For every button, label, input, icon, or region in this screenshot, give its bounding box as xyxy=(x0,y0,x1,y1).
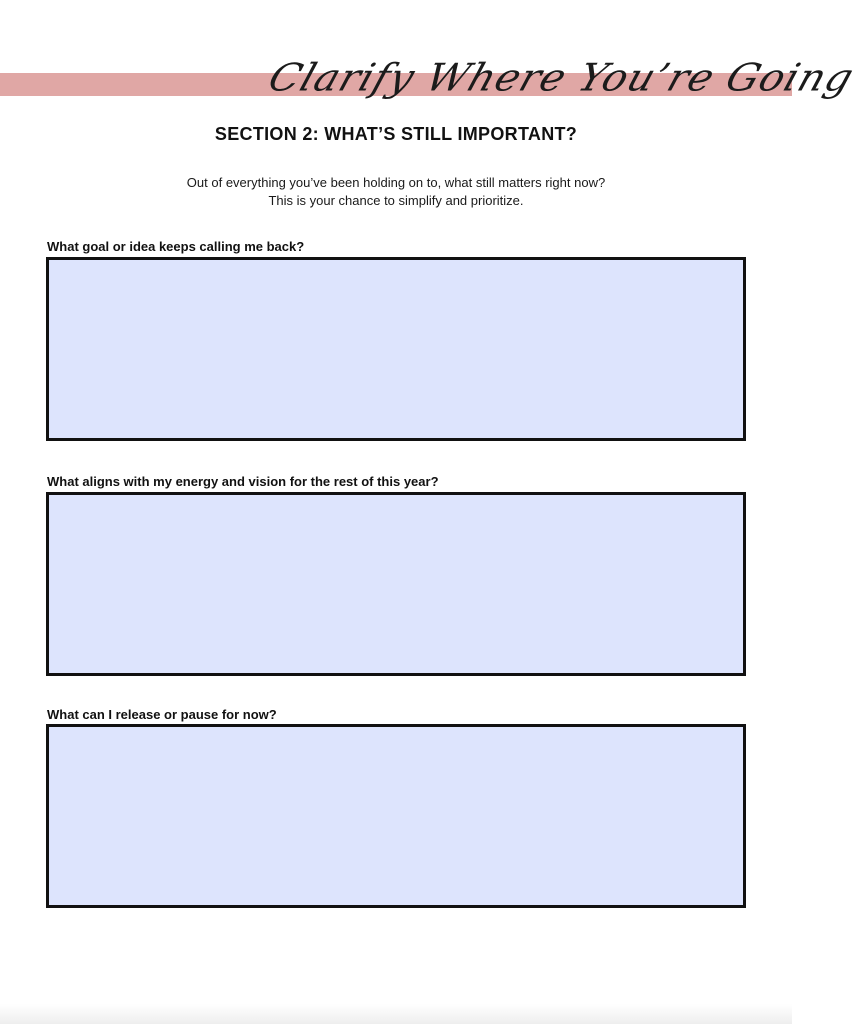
answer-field-2[interactable] xyxy=(46,492,746,676)
intro-line-2: This is your chance to simplify and prioritize. xyxy=(268,193,524,208)
answer-field-1[interactable] xyxy=(46,257,746,441)
script-title: Clarify Where You’re Going xyxy=(262,56,860,100)
prompt-label-1: What goal or idea keeps calling me back? xyxy=(47,239,305,254)
page-bottom-edge xyxy=(0,1004,792,1024)
section-title: SECTION 2: WHAT’S STILL IMPORTANT? xyxy=(214,124,578,144)
answer-field-3[interactable] xyxy=(46,724,746,908)
prompt-label-3: What can I release or pause for now? xyxy=(47,707,277,722)
prompt-label-2: What aligns with my energy and vision for the rest of this year? xyxy=(47,474,439,489)
intro-text xyxy=(0,174,792,210)
intro-line-1: Out of everything you’ve been holding on to, what still matters right now? xyxy=(186,175,606,190)
